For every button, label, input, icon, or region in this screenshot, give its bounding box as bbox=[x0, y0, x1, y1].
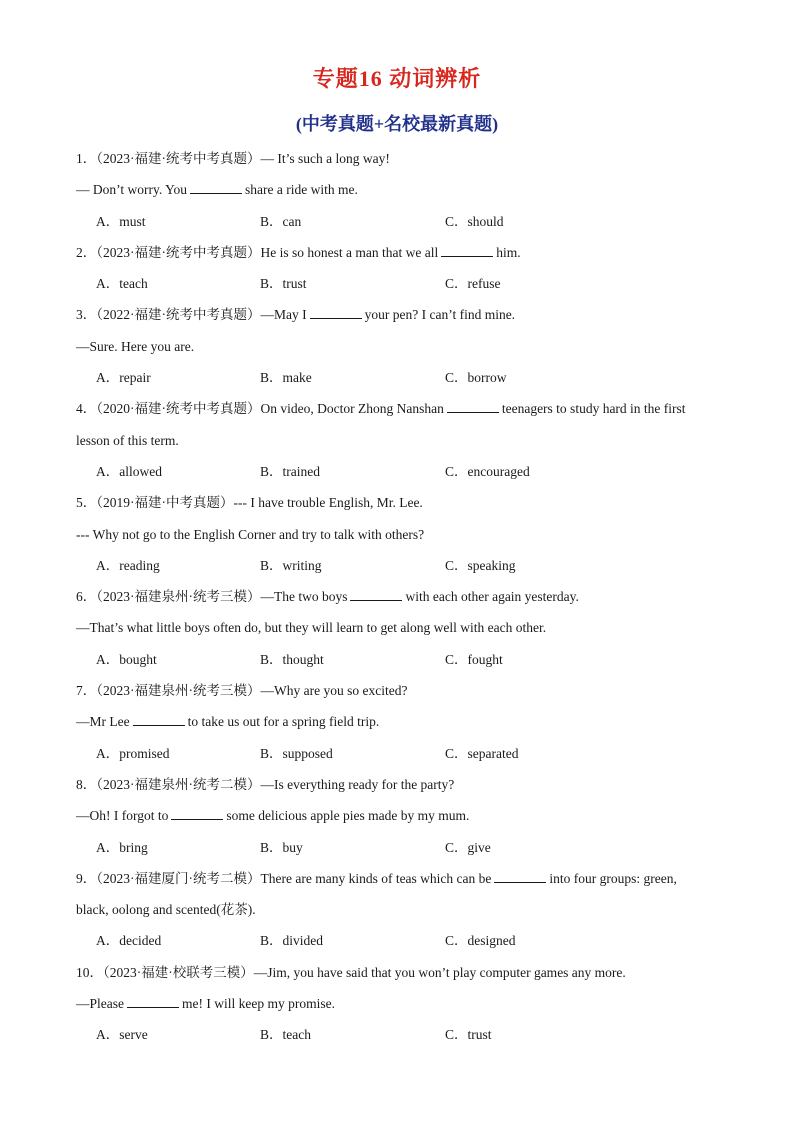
options-row bbox=[76, 835, 736, 866]
option-a[interactable]: A．repair bbox=[96, 370, 151, 386]
question-text: 5．（2019·福建·中考真题）--- I have trouble English, Mr. Lee. bbox=[76, 495, 423, 511]
question-text: lesson of this term. bbox=[76, 432, 179, 448]
question-line bbox=[76, 146, 736, 177]
question-line bbox=[76, 428, 736, 459]
question-line bbox=[76, 240, 736, 271]
question-text: 4．（2020·福建·统考中考真题）On video, Doctor Zhong Nanshan bbox=[76, 401, 444, 417]
option-b[interactable]: B．can bbox=[260, 213, 302, 229]
option-a[interactable]: A．bought bbox=[96, 651, 157, 667]
option-a[interactable]: A．teach bbox=[96, 276, 148, 292]
option-c[interactable]: C．trust bbox=[445, 1027, 492, 1043]
page-subtitle: (中考真题+名校最新真题) bbox=[295, 114, 499, 134]
question-text-continued: me! I will keep my promise. bbox=[182, 996, 335, 1012]
question-text: 9．（2023·福建厦门·统考二模）There are many kinds of teas which can be bbox=[76, 870, 492, 886]
question-text: 2．（2023·福建·统考中考真题）He is so honest a man that we all bbox=[76, 244, 439, 260]
answer-blank bbox=[127, 993, 179, 1008]
question-text: 3．（2022·福建·统考中考真题）—May I bbox=[76, 307, 307, 323]
option-b[interactable]: B．supposed bbox=[260, 745, 333, 761]
option-a[interactable]: A．promised bbox=[96, 745, 170, 761]
options-row bbox=[76, 1022, 736, 1053]
question-text-continued: share a ride with me. bbox=[245, 182, 358, 198]
question-3 bbox=[76, 302, 736, 396]
option-a[interactable]: A．must bbox=[96, 213, 146, 229]
question-6 bbox=[76, 584, 736, 678]
options-row bbox=[76, 365, 736, 396]
question-text: — Don’t worry. You bbox=[76, 182, 188, 198]
options-row bbox=[76, 553, 736, 584]
question-line bbox=[76, 584, 736, 615]
options-row bbox=[76, 271, 736, 302]
question-8 bbox=[76, 772, 736, 866]
option-c[interactable]: C．give bbox=[445, 839, 491, 855]
question-line bbox=[76, 803, 736, 834]
question-4 bbox=[76, 396, 736, 490]
option-c[interactable]: C．refuse bbox=[445, 276, 501, 292]
page-title: 专题16 动词辨析 bbox=[312, 66, 482, 91]
question-text-continued: teenagers to study hard in the first bbox=[501, 401, 686, 417]
option-c[interactable]: C．designed bbox=[445, 933, 516, 949]
option-c[interactable]: C．encouraged bbox=[445, 463, 530, 479]
question-10 bbox=[76, 960, 736, 1054]
question-line bbox=[76, 709, 736, 740]
option-b[interactable]: B．trust bbox=[260, 276, 307, 292]
question-text: 7．（2023·福建泉州·统考三模）—Why are you so excited? bbox=[76, 683, 408, 699]
question-text: 6．（2023·福建泉州·统考三模）—The two boys bbox=[76, 589, 348, 605]
question-text: --- Why not go to the English Corner and try to talk with others? bbox=[76, 526, 425, 542]
option-c[interactable]: C．separated bbox=[445, 745, 519, 761]
answer-blank bbox=[447, 398, 499, 413]
options-row bbox=[76, 928, 736, 959]
options-row bbox=[76, 647, 736, 678]
answer-blank bbox=[190, 179, 242, 194]
option-b[interactable]: B．writing bbox=[260, 557, 322, 573]
question-line bbox=[76, 866, 736, 897]
question-line bbox=[76, 396, 736, 427]
answer-blank bbox=[494, 868, 546, 883]
question-text-continued: your pen? I can’t find mine. bbox=[364, 307, 516, 323]
question-line bbox=[76, 302, 736, 333]
option-a[interactable]: A．serve bbox=[96, 1027, 148, 1043]
question-line bbox=[76, 678, 736, 709]
option-c[interactable]: C．speaking bbox=[445, 557, 516, 573]
options-row bbox=[76, 459, 736, 490]
question-line bbox=[76, 991, 736, 1022]
question-text: —Please bbox=[76, 996, 124, 1012]
option-b[interactable]: B．make bbox=[260, 370, 312, 386]
question-text-continued: to take us out for a spring field trip. bbox=[187, 714, 380, 730]
question-text: black, oolong and scented(花茶). bbox=[76, 902, 256, 918]
question-text: 10．（2023·福建·校联考三模）—Jim, you have said that you won’t play computer games any more. bbox=[76, 964, 626, 980]
question-text-continued: with each other again yesterday. bbox=[405, 589, 579, 605]
answer-blank bbox=[441, 242, 493, 257]
question-5 bbox=[76, 490, 736, 584]
options-row bbox=[76, 741, 736, 772]
question-line bbox=[76, 334, 736, 365]
option-a[interactable]: A．decided bbox=[96, 933, 162, 949]
question-text: 1．（2023·福建·统考中考真题）— It’s such a long way! bbox=[76, 151, 390, 166]
option-a[interactable]: A．reading bbox=[96, 557, 160, 573]
question-list bbox=[76, 146, 736, 1054]
question-text: —Mr Lee bbox=[76, 714, 130, 730]
option-b[interactable]: B．teach bbox=[260, 1027, 311, 1043]
answer-blank bbox=[133, 711, 185, 726]
answer-blank bbox=[350, 586, 402, 601]
question-line bbox=[76, 615, 736, 646]
option-b[interactable]: B．divided bbox=[260, 933, 323, 949]
options-row bbox=[76, 209, 736, 240]
answer-blank bbox=[171, 805, 223, 820]
option-a[interactable]: A．bring bbox=[96, 839, 148, 855]
option-c[interactable]: C．borrow bbox=[445, 370, 507, 386]
question-text-continued: some delicious apple pies made by my mum. bbox=[226, 808, 470, 824]
question-text-continued: him. bbox=[496, 244, 521, 260]
option-b[interactable]: B．thought bbox=[260, 651, 324, 667]
question-text: —Oh! I forgot to bbox=[76, 808, 169, 824]
question-line bbox=[76, 960, 736, 991]
question-2 bbox=[76, 240, 736, 303]
answer-blank bbox=[310, 304, 362, 319]
question-line bbox=[76, 490, 736, 521]
question-text: 8．（2023·福建泉州·统考二模）—Is everything ready for the party? bbox=[76, 776, 455, 792]
option-b[interactable]: B．buy bbox=[260, 839, 303, 855]
option-c[interactable]: C．fought bbox=[445, 651, 503, 667]
option-a[interactable]: A．allowed bbox=[96, 463, 162, 479]
question-9 bbox=[76, 866, 736, 960]
question-line bbox=[76, 522, 736, 553]
question-text: —That’s what little boys often do, but they will learn to get along well with each other. bbox=[76, 620, 547, 636]
question-text: —Sure. Here you are. bbox=[76, 338, 195, 354]
option-b[interactable]: B．trained bbox=[260, 463, 320, 479]
question-line bbox=[76, 897, 736, 928]
question-text-continued: into four groups: green, bbox=[549, 870, 677, 886]
question-7 bbox=[76, 678, 736, 772]
question-1 bbox=[76, 146, 736, 240]
question-line bbox=[76, 177, 736, 208]
option-c[interactable]: C．should bbox=[445, 213, 504, 229]
question-line bbox=[76, 772, 736, 803]
